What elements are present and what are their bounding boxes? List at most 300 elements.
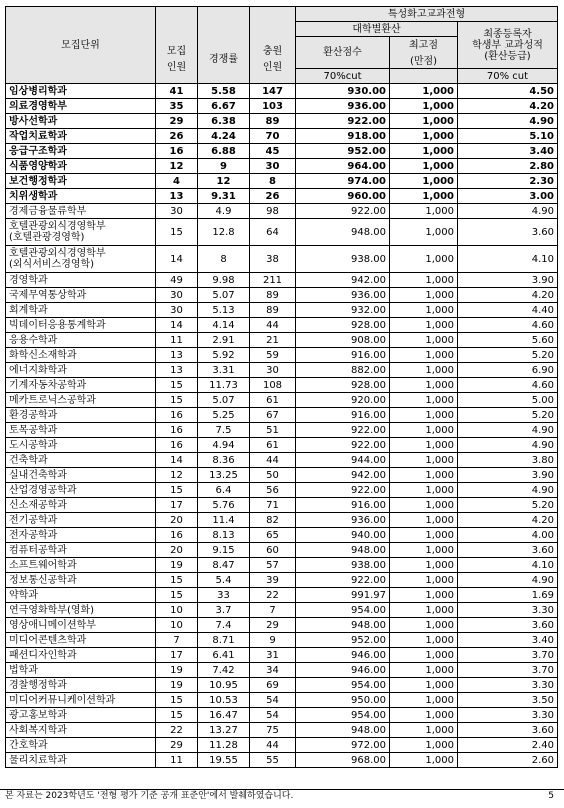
competition-cell: 13.25	[198, 468, 250, 483]
filled-cell: 9	[250, 633, 296, 648]
competition-cell: 33	[198, 588, 250, 603]
filled-cell: 8	[250, 174, 296, 189]
header-filled-top	[250, 7, 296, 37]
filled-cell: 38	[250, 246, 296, 273]
filled-cell: 82	[250, 513, 296, 528]
quota-cell: 15	[156, 708, 198, 723]
competition-cell: 7.4	[198, 618, 250, 633]
score-cell: 922.00	[296, 483, 390, 498]
max-score-cell: 1,000	[390, 273, 458, 288]
grade-cell: 6.90	[458, 363, 558, 378]
score-cell: 946.00	[296, 663, 390, 678]
grade-cell: 3.90	[458, 468, 558, 483]
unit-cell: 전기공학과	[6, 513, 156, 528]
grade-cell: 3.90	[458, 273, 558, 288]
unit-cell: 경영학과	[6, 273, 156, 288]
unit-cell: 산업경영공학과	[6, 483, 156, 498]
unit-cell: 소프트웨어학과	[6, 558, 156, 573]
table-row	[6, 723, 558, 738]
score-cell: 922.00	[296, 423, 390, 438]
max-score-cell: 1,000	[390, 738, 458, 753]
score-cell: 952.00	[296, 144, 390, 159]
grade-cell: 4.60	[458, 318, 558, 333]
quota-cell: 41	[156, 84, 198, 99]
score-cell: 960.00	[296, 189, 390, 204]
table-row	[6, 468, 558, 483]
max-score-cell: 1,000	[390, 348, 458, 363]
header-conv-score: 환산점수	[296, 37, 390, 69]
quota-cell: 19	[156, 558, 198, 573]
quota-cell: 15	[156, 219, 198, 246]
quota-cell: 12	[156, 468, 198, 483]
header-final-title: 최종등록자 학생부 교과성적 (환산등급)	[458, 22, 558, 69]
filled-cell: 39	[250, 573, 296, 588]
filled-cell: 89	[250, 114, 296, 129]
header-max-note: (만점)	[390, 54, 458, 69]
grade-cell: 3.60	[458, 723, 558, 738]
score-cell: 948.00	[296, 543, 390, 558]
table-row	[6, 408, 558, 423]
competition-cell: 4.94	[198, 438, 250, 453]
competition-cell: 11.28	[198, 738, 250, 753]
grade-cell: 4.20	[458, 99, 558, 114]
max-score-cell: 1,000	[390, 543, 458, 558]
filled-cell: 54	[250, 708, 296, 723]
competition-cell: 8.13	[198, 528, 250, 543]
quota-cell: 15	[156, 483, 198, 498]
header-quota: 모집 인원	[156, 37, 198, 84]
max-score-cell: 1,000	[390, 723, 458, 738]
max-score-cell: 1,000	[390, 159, 458, 174]
max-score-cell: 1,000	[390, 588, 458, 603]
quota-cell: 15	[156, 393, 198, 408]
grade-cell: 4.90	[458, 423, 558, 438]
max-score-cell: 1,000	[390, 618, 458, 633]
quota-cell: 15	[156, 378, 198, 393]
quota-cell: 19	[156, 663, 198, 678]
grade-cell: 3.40	[458, 144, 558, 159]
table-row	[6, 588, 558, 603]
unit-cell: 법학과	[6, 663, 156, 678]
score-cell: 948.00	[296, 219, 390, 246]
grade-cell: 3.50	[458, 693, 558, 708]
unit-cell: 정보통신공학과	[6, 573, 156, 588]
quota-cell: 14	[156, 318, 198, 333]
competition-cell: 12.8	[198, 219, 250, 246]
filled-cell: 147	[250, 84, 296, 99]
quota-cell: 12	[156, 159, 198, 174]
grade-cell: 4.20	[458, 513, 558, 528]
grade-cell: 2.60	[458, 753, 558, 768]
grade-cell: 2.30	[458, 174, 558, 189]
grade-cell: 4.00	[458, 528, 558, 543]
filled-cell: 57	[250, 558, 296, 573]
grade-cell: 2.80	[458, 159, 558, 174]
filled-cell: 75	[250, 723, 296, 738]
max-score-cell: 1,000	[390, 648, 458, 663]
quota-cell: 30	[156, 303, 198, 318]
unit-cell: 작업치료학과	[6, 129, 156, 144]
header-competition-top	[198, 7, 250, 37]
score-cell: 932.00	[296, 303, 390, 318]
unit-cell: 방사선학과	[6, 114, 156, 129]
grade-cell: 4.50	[458, 84, 558, 99]
score-cell: 916.00	[296, 348, 390, 363]
unit-cell: 경제금융물류학부	[6, 204, 156, 219]
competition-cell: 12	[198, 174, 250, 189]
grade-cell: 4.40	[458, 303, 558, 318]
quota-cell: 19	[156, 678, 198, 693]
unit-cell: 화학신소재학과	[6, 348, 156, 363]
filled-cell: 51	[250, 423, 296, 438]
table-row	[6, 246, 558, 273]
score-cell: 946.00	[296, 648, 390, 663]
table-row	[6, 393, 558, 408]
grade-cell: 3.70	[458, 648, 558, 663]
max-score-cell: 1,000	[390, 303, 458, 318]
filled-cell: 61	[250, 438, 296, 453]
table-row	[6, 498, 558, 513]
grade-cell: 2.40	[458, 738, 558, 753]
grade-cell: 5.20	[458, 348, 558, 363]
competition-cell: 9	[198, 159, 250, 174]
grade-cell: 3.40	[458, 633, 558, 648]
table-row	[6, 528, 558, 543]
score-cell: 954.00	[296, 678, 390, 693]
grade-cell: 4.10	[458, 246, 558, 273]
competition-cell: 8	[198, 246, 250, 273]
max-score-cell: 1,000	[390, 558, 458, 573]
table-row	[6, 648, 558, 663]
quota-cell: 11	[156, 333, 198, 348]
competition-cell: 5.4	[198, 573, 250, 588]
table-row	[6, 318, 558, 333]
quota-cell: 16	[156, 528, 198, 543]
filled-cell: 30	[250, 159, 296, 174]
max-score-cell: 1,000	[390, 219, 458, 246]
quota-cell: 30	[156, 288, 198, 303]
competition-cell: 4.14	[198, 318, 250, 333]
table-row	[6, 363, 558, 378]
max-score-cell: 1,000	[390, 333, 458, 348]
grade-cell: 3.70	[458, 663, 558, 678]
score-cell: 920.00	[296, 393, 390, 408]
quota-cell: 20	[156, 513, 198, 528]
grade-cell: 1.69	[458, 588, 558, 603]
competition-cell: 6.67	[198, 99, 250, 114]
header-competition: 경쟁률	[198, 37, 250, 84]
header-quota-top	[156, 7, 198, 37]
unit-cell: 전자공학과	[6, 528, 156, 543]
grade-cell: 3.60	[458, 618, 558, 633]
competition-cell: 11.4	[198, 513, 250, 528]
filled-cell: 67	[250, 408, 296, 423]
max-score-cell: 1,000	[390, 393, 458, 408]
competition-cell: 9.98	[198, 273, 250, 288]
table-row	[6, 738, 558, 753]
competition-cell: 8.71	[198, 633, 250, 648]
filled-cell: 108	[250, 378, 296, 393]
quota-cell: 29	[156, 738, 198, 753]
competition-cell: 4.24	[198, 129, 250, 144]
filled-cell: 65	[250, 528, 296, 543]
filled-cell: 45	[250, 144, 296, 159]
max-score-cell: 1,000	[390, 288, 458, 303]
table-row	[6, 219, 558, 246]
quota-cell: 13	[156, 363, 198, 378]
unit-cell: 에너지화학과	[6, 363, 156, 378]
filled-cell: 61	[250, 393, 296, 408]
filled-cell: 31	[250, 648, 296, 663]
quota-cell: 16	[156, 438, 198, 453]
max-score-cell: 1,000	[390, 483, 458, 498]
filled-cell: 98	[250, 204, 296, 219]
grade-cell: 4.10	[458, 558, 558, 573]
unit-cell: 호텔관광외식경영학부 (외식서비스경영학)	[6, 246, 156, 273]
table-row	[6, 204, 558, 219]
competition-cell: 16.47	[198, 708, 250, 723]
filled-cell: 44	[250, 738, 296, 753]
quota-cell: 30	[156, 204, 198, 219]
unit-cell: 회계학과	[6, 303, 156, 318]
unit-cell: 보건행정학과	[6, 174, 156, 189]
header-univ-conv: 대학별환산	[296, 22, 458, 37]
table-row	[6, 558, 558, 573]
quota-cell: 13	[156, 348, 198, 363]
filled-cell: 89	[250, 288, 296, 303]
quota-cell: 49	[156, 273, 198, 288]
score-cell: 922.00	[296, 204, 390, 219]
max-score-cell: 1,000	[390, 678, 458, 693]
filled-cell: 56	[250, 483, 296, 498]
filled-cell: 50	[250, 468, 296, 483]
unit-cell: 치위생학과	[6, 189, 156, 204]
table-row	[6, 438, 558, 453]
quota-cell: 17	[156, 648, 198, 663]
competition-cell: 5.58	[198, 84, 250, 99]
unit-cell: 사회복지학과	[6, 723, 156, 738]
table-row	[6, 189, 558, 204]
table-row	[6, 129, 558, 144]
grade-cell: 4.60	[458, 378, 558, 393]
grade-cell: 5.20	[458, 408, 558, 423]
unit-cell: 연극영화학부(영화)	[6, 603, 156, 618]
score-cell: 952.00	[296, 633, 390, 648]
unit-cell: 간호학과	[6, 738, 156, 753]
unit-cell: 약학과	[6, 588, 156, 603]
filled-cell: 22	[250, 588, 296, 603]
max-score-cell: 1,000	[390, 513, 458, 528]
filled-cell: 54	[250, 693, 296, 708]
table-row	[6, 423, 558, 438]
grade-cell: 3.80	[458, 453, 558, 468]
filled-cell: 211	[250, 273, 296, 288]
score-cell: 936.00	[296, 288, 390, 303]
competition-cell: 5.07	[198, 393, 250, 408]
filled-cell: 103	[250, 99, 296, 114]
filled-cell: 34	[250, 663, 296, 678]
quota-cell: 29	[156, 114, 198, 129]
score-cell: 916.00	[296, 498, 390, 513]
score-cell: 916.00	[296, 408, 390, 423]
max-score-cell: 1,000	[390, 318, 458, 333]
score-cell: 908.00	[296, 333, 390, 348]
quota-cell: 15	[156, 693, 198, 708]
max-score-cell: 1,000	[390, 174, 458, 189]
quota-cell: 11	[156, 753, 198, 768]
filled-cell: 70	[250, 129, 296, 144]
grade-cell: 3.30	[458, 678, 558, 693]
grade-cell: 3.60	[458, 543, 558, 558]
unit-cell: 환경공학과	[6, 408, 156, 423]
unit-cell: 기계자동차공학과	[6, 378, 156, 393]
score-cell: 942.00	[296, 273, 390, 288]
grade-cell: 3.30	[458, 708, 558, 723]
score-cell: 948.00	[296, 723, 390, 738]
competition-cell: 6.4	[198, 483, 250, 498]
competition-cell: 8.47	[198, 558, 250, 573]
competition-cell: 9.15	[198, 543, 250, 558]
competition-cell: 6.88	[198, 144, 250, 159]
score-cell: 936.00	[296, 99, 390, 114]
quota-cell: 17	[156, 498, 198, 513]
grade-cell: 5.00	[458, 393, 558, 408]
unit-cell: 영상애니메이션학부	[6, 618, 156, 633]
max-score-cell: 1,000	[390, 129, 458, 144]
max-score-cell: 1,000	[390, 408, 458, 423]
table-row	[6, 348, 558, 363]
table-row	[6, 708, 558, 723]
competition-cell: 11.73	[198, 378, 250, 393]
filled-cell: 30	[250, 363, 296, 378]
unit-cell: 응용수학과	[6, 333, 156, 348]
unit-cell: 미디어커뮤니케이션학과	[6, 693, 156, 708]
unit-cell: 임상병리학과	[6, 84, 156, 99]
header-cut70: 70%cut	[296, 69, 390, 84]
header-max-blank	[390, 69, 458, 84]
unit-cell: 빅데이터응용통계학과	[6, 318, 156, 333]
competition-cell: 6.41	[198, 648, 250, 663]
score-cell: 922.00	[296, 573, 390, 588]
quota-cell: 22	[156, 723, 198, 738]
table-row	[6, 573, 558, 588]
table-header	[6, 7, 558, 84]
filled-cell: 69	[250, 678, 296, 693]
max-score-cell: 1,000	[390, 603, 458, 618]
filled-cell: 89	[250, 303, 296, 318]
unit-cell: 호텔관광외식경영학부 (호텔관광경영학)	[6, 219, 156, 246]
table-row	[6, 618, 558, 633]
competition-cell: 13.27	[198, 723, 250, 738]
score-cell: 954.00	[296, 708, 390, 723]
max-score-cell: 1,000	[390, 708, 458, 723]
quota-cell: 26	[156, 129, 198, 144]
grade-cell: 4.90	[458, 204, 558, 219]
competition-cell: 5.25	[198, 408, 250, 423]
score-cell: 948.00	[296, 618, 390, 633]
unit-cell: 도시공학과	[6, 438, 156, 453]
max-score-cell: 1,000	[390, 423, 458, 438]
competition-cell: 10.53	[198, 693, 250, 708]
score-cell: 882.00	[296, 363, 390, 378]
max-score-cell: 1,000	[390, 246, 458, 273]
filled-cell: 29	[250, 618, 296, 633]
table-row	[6, 693, 558, 708]
max-score-cell: 1,000	[390, 753, 458, 768]
max-score-cell: 1,000	[390, 363, 458, 378]
competition-cell: 19.55	[198, 753, 250, 768]
max-score-cell: 1,000	[390, 663, 458, 678]
table-row	[6, 513, 558, 528]
grade-cell: 4.90	[458, 438, 558, 453]
quota-cell: 16	[156, 144, 198, 159]
table-row	[6, 453, 558, 468]
score-cell: 942.00	[296, 468, 390, 483]
admission-results-table	[5, 6, 558, 768]
competition-cell: 4.9	[198, 204, 250, 219]
score-cell: 922.00	[296, 438, 390, 453]
grade-cell: 3.30	[458, 603, 558, 618]
header-filled: 충원 인원	[250, 37, 296, 84]
max-score-cell: 1,000	[390, 378, 458, 393]
table-row	[6, 543, 558, 558]
score-cell: 918.00	[296, 129, 390, 144]
score-cell: 928.00	[296, 318, 390, 333]
unit-cell: 실내건축학과	[6, 468, 156, 483]
unit-cell: 미디어콘텐츠학과	[6, 633, 156, 648]
unit-cell: 건축학과	[6, 453, 156, 468]
header-group-title: 특성화고교과전형	[296, 7, 558, 22]
quota-cell: 4	[156, 174, 198, 189]
max-score-cell: 1,000	[390, 468, 458, 483]
max-score-cell: 1,000	[390, 189, 458, 204]
quota-cell: 16	[156, 423, 198, 438]
competition-cell: 2.91	[198, 333, 250, 348]
max-score-cell: 1,000	[390, 453, 458, 468]
unit-cell: 물리치료학과	[6, 753, 156, 768]
header-final-cut: 70% cut	[458, 69, 558, 84]
table-row	[6, 663, 558, 678]
competition-cell: 10.95	[198, 678, 250, 693]
filled-cell: 60	[250, 543, 296, 558]
unit-cell: 패션디자인학과	[6, 648, 156, 663]
quota-cell: 20	[156, 543, 198, 558]
max-score-cell: 1,000	[390, 528, 458, 543]
table-row	[6, 303, 558, 318]
unit-cell: 컴퓨터공학과	[6, 543, 156, 558]
score-cell: 972.00	[296, 738, 390, 753]
filled-cell: 71	[250, 498, 296, 513]
table-row	[6, 753, 558, 768]
table-row	[6, 333, 558, 348]
score-cell: 991.97	[296, 588, 390, 603]
unit-cell: 경찰행정학과	[6, 678, 156, 693]
competition-cell: 5.13	[198, 303, 250, 318]
table-row	[6, 273, 558, 288]
score-cell: 930.00	[296, 84, 390, 99]
competition-cell: 7.5	[198, 423, 250, 438]
filled-cell: 55	[250, 753, 296, 768]
quota-cell: 15	[156, 573, 198, 588]
grade-cell: 4.20	[458, 288, 558, 303]
unit-cell: 응급구조학과	[6, 144, 156, 159]
table-row	[6, 378, 558, 393]
header-unit: 모집단위	[6, 7, 156, 84]
grade-cell: 3.60	[458, 219, 558, 246]
competition-cell: 3.31	[198, 363, 250, 378]
max-score-cell: 1,000	[390, 144, 458, 159]
unit-cell: 신소재공학과	[6, 498, 156, 513]
